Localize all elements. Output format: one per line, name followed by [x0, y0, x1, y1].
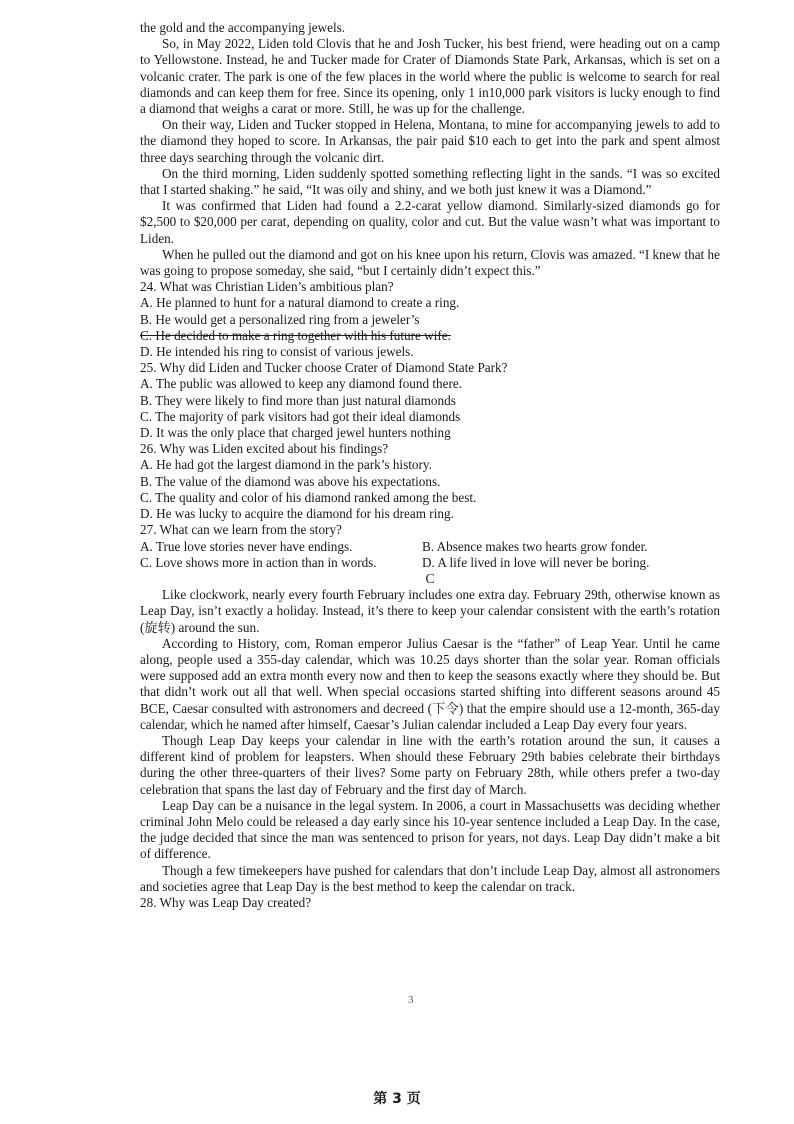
- question-28-stem: 28. Why was Leap Day created?: [140, 894, 312, 910]
- option-a: A. The public was allowed to keep any diamond found there.: [140, 376, 463, 392]
- passage-b-line-0: the gold and the accompanying jewels.: [140, 20, 346, 35]
- question-stem: 25. Why did Liden and Tucker choose Crater of Diamond State Park?: [140, 360, 508, 376]
- question-27: [140, 522, 720, 571]
- option-a: A. He had got the largest diamond in the park’s history.: [140, 457, 432, 473]
- question-24: [140, 279, 720, 360]
- option-b: B. The value of the diamond was above his expectations.: [140, 473, 441, 489]
- option-row-1: [140, 539, 720, 555]
- page-mark: 3: [408, 994, 414, 1006]
- page-content: [140, 20, 720, 911]
- question-stem: 27. What can we learn from the story?: [140, 522, 342, 538]
- option-d: D. He was lucky to acquire the diamond for his dream ring.: [140, 506, 454, 522]
- passage-c-paragraph-4: Leap Day can be a nuisance in the legal system. In 2006, a court in Massachusetts was deciding whether criminal John Melo could be released a day early since his 10-year sentence included a Leap Day. In the case, the judge decided that since the man was sentenced to prison for years, not days. Leap Day didn’t make a bit of difference.: [140, 797, 720, 862]
- option-row-2: [140, 555, 720, 571]
- option-b: B. They were likely to find more than just natural diamonds: [140, 392, 456, 408]
- option-c-crossed-out: C. He decided to make a ring together with his future wife.: [140, 327, 451, 343]
- passage-b-paragraph-1: So, in May 2022, Liden told Clovis that he and Josh Tucker, his best friend, were heading out on a camp to Yellowstone. Instead, he and Tucker made for Crater of Diamonds State Park, Arkansas, which is set on a volcanic crater. The park is one of the few places in the world where the public is welcome to search for real diamonds and can keep them for free. Since its opening, only 1 in10,000 park visitors is lucky enough to find a diamond that weighs a carat or more. Still, he was up for the challenge.: [140, 36, 720, 117]
- option-d: D. A life lived in love will never be boring.: [422, 554, 650, 570]
- question-25: [140, 360, 720, 441]
- passage-c-paragraph-2: According to History, com, Roman emperor Julius Caesar is the “father” of Leap Year. Until he came along, people used a 355-day calendar, which was 10.25 days shorter than the solar year. Roman officials were supposed add an extra month every now and then to keep the seasons exactly where they should be. But that didn’t work out all that well. When special occasions started shifting into different seasons around 45 BCE, Caesar consulted with astronomers and decreed (下令) that the empire should use a 12-month, 365-day calendar, which he named after himself, Caesar’s Julian calendar included a Leap Day every four years.: [140, 635, 720, 732]
- passage-b-paragraph-4: It was confirmed that Liden had found a 2.2-carat yellow diamond. Similarly-sized diamonds go for $2,500 to $20,000 per carat, depending on quality, color and cut. But the value wasn’t what was important to Liden.: [140, 198, 720, 246]
- option-c: C. The majority of park visitors had got their ideal diamonds: [140, 408, 461, 424]
- passage-c-paragraph-1: Like clockwork, nearly every fourth February includes one extra day. February 29th, otherwise known as Leap Day, isn’t exactly a holiday. Instead, it’s there to keep your calendar consistent with the earth’s rotation (旋转) around the sun.: [140, 587, 720, 635]
- passage-c-paragraph-5: Though a few timekeepers have pushed for calendars that don’t include Leap Day, almost all astronomers and societies agree that Leap Day is the best method to keep the calendar on track.: [140, 862, 720, 894]
- question-stem: 26. Why was Liden excited about his findings?: [140, 441, 389, 457]
- section-c-heading: C: [425, 570, 435, 586]
- page-footer: 第 3 页: [373, 1091, 421, 1107]
- passage-c-paragraph-3: Though Leap Day keeps your calendar in line with the earth’s rotation around the sun, it causes a different kind of problem for leapsters. When should these February 29th babies celebrate their birthdays during the other three-quarters of their lives? Some party on February 28th, while others prefer a two-day celebration that spans the last day of February and the first day of March.: [140, 732, 720, 797]
- passage-b-paragraph-3: On the third morning, Liden suddenly spotted something reflecting light in the sands. “I was so excited that I started shaking.” he said, “It was oily and shiny, and we both just knew it was a Diamond.”: [140, 165, 720, 198]
- option-a: A. True love stories never have endings.: [140, 538, 353, 554]
- question-stem: 24. What was Christian Liden’s ambitious plan?: [140, 279, 394, 295]
- option-b: B. He would get a personalized ring from a jeweler’s: [140, 311, 420, 327]
- question-26: [140, 441, 720, 522]
- option-c: C. Love shows more in action than in words.: [140, 554, 377, 570]
- option-c: C. The quality and color of his diamond ranked among the best.: [140, 489, 477, 505]
- passage-b-paragraph-2: On their way, Liden and Tucker stopped in Helena, Montana, to mine for accompanying jewels to add to the diamond they hoped to score. In Arkansas, the pair paid $10 each to get into the park and spent almost three days searching through the volcanic dirt.: [140, 117, 720, 165]
- passage-b-paragraph-5: When he pulled out the diamond and got on his knee upon his return, Clovis was amazed. “I knew that he was going to propose someday, she said, “but I certainly didn’t expect this.”: [140, 246, 720, 279]
- option-d: D. It was the only place that charged jewel hunters nothing: [140, 425, 451, 441]
- option-a: A. He planned to hunt for a natural diamond to create a ring.: [140, 295, 460, 311]
- option-d: D. He intended his ring to consist of various jewels.: [140, 344, 414, 360]
- option-b: B. Absence makes two hearts grow fonder.: [422, 538, 648, 554]
